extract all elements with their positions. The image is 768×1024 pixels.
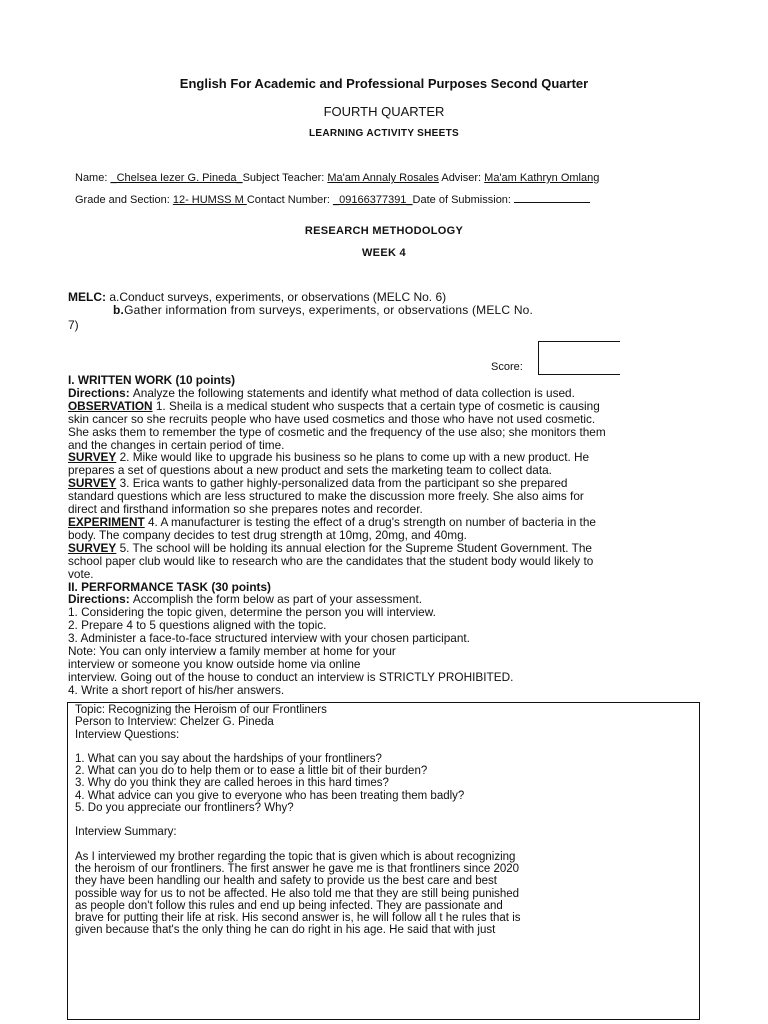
item-answer: EXPERIMENT: [68, 514, 145, 529]
item-line: vote.: [68, 566, 94, 581]
teacher-value: Ma'am Annaly Rosales: [327, 172, 439, 184]
date-label: Date of Submission:: [412, 194, 515, 206]
item-2: SURVEY 2. Mike would like to upgrade his business so he plans to come up with a new product. He: [68, 450, 590, 465]
interview-question: 1. What can you say about the hardships of your frontliners?: [75, 752, 382, 765]
interview-question: 2. What can you do to help them or to ease a little bit of their burden?: [75, 765, 428, 778]
adviser-label: Adviser:: [438, 172, 485, 184]
task-line: 4. Write a short report of his/her answers.: [68, 682, 285, 697]
quarter-heading: FOURTH QUARTER: [323, 104, 445, 119]
task-line: 1. Considering the topic given, determine the person you will interview.: [68, 605, 436, 620]
summary-line: As I interviewed my brother regarding the topic that is given which is about recognizing: [75, 850, 516, 863]
summary-line: they have been handling our health and safety to provide us the best care and best: [75, 875, 497, 888]
grade-label: Grade and Section:: [75, 194, 173, 206]
summary-line: as people don't follow this rules and end up being infected. They are passionate and: [75, 899, 503, 912]
week-label: WEEK 4: [362, 247, 406, 259]
written-directions: Analyze the following statements and identify what method of data collection is used.: [132, 385, 575, 400]
performance-task-heading: II. PERFORMANCE TASK (30 points): [68, 579, 271, 594]
item-line: and the changes in certain period of time.: [68, 437, 285, 452]
date-blank: [514, 192, 590, 203]
item-5: SURVEY 5. The school will be holding its annual election for the Supreme Student Government. The: [68, 540, 592, 555]
melc-a: [68, 290, 446, 304]
interview-topic: Topic: Recognizing the Heroism of our Frontliners: [75, 704, 327, 716]
task-line: 2. Prepare 4 to 5 questions aligned with the topic.: [68, 618, 327, 633]
melc-label: MELC:: [68, 290, 110, 304]
item-1: OBSERVATION 1. Sheila is a medical student who suspects that a certain type of cosmetic is causing: [68, 398, 600, 413]
name-value: _Chelsea Iezer G. Pineda_: [110, 172, 243, 184]
melc-b-marker: b.: [113, 303, 125, 317]
task-line: Note: You can only interview a family member at home for your: [68, 644, 396, 659]
item-line: standard questions which are less structured to make the discussion more freely. She also aims for: [68, 489, 584, 504]
summary-line: possible way for us to not be affected. He also told me that they are still being punished: [75, 887, 520, 900]
item-line: school paper club would like to research who are the candidates that the student body would likely to: [68, 553, 594, 568]
score-box: [538, 341, 620, 375]
interview-question: 5. Do you appreciate our frontliners? Why?: [75, 802, 294, 815]
adviser-value: Ma'am Kathryn Omlang: [484, 172, 600, 184]
written-work-heading: I. WRITTEN WORK (10 points): [68, 373, 236, 387]
task-line: 3. Administer a face-to-face structured interview with your chosen participant.: [68, 631, 470, 646]
task-line: interview. Going out of the house to conduct an interview is STRICTLY PROHIBITED.: [68, 669, 514, 684]
contact-value: _09166377391_: [333, 194, 413, 206]
item-answer: OBSERVATION: [68, 398, 153, 413]
item-line: body. The company decides to test drug strength at 10mg, 20mg, and 40mg.: [68, 527, 467, 542]
grade-value: 12- HUMSS M: [172, 194, 247, 206]
info-line-2: [75, 192, 590, 206]
task-line: interview or someone you know outside home via online: [68, 656, 361, 671]
summary-line: brave for putting their life at risk. His second answer is, he will follow all t he rules that is: [75, 912, 521, 925]
melc-a-marker: a.: [109, 290, 120, 304]
teacher-label: Subject Teacher:: [242, 172, 328, 184]
item-answer: SURVEY: [68, 476, 117, 491]
interview-questions-label: Interview Questions:: [75, 728, 180, 741]
melc-b: [113, 303, 533, 317]
summary-line: the heroism of our frontliners. The first answer he gave me is that frontliners since 2020: [75, 862, 520, 875]
name-label: Name:: [75, 172, 111, 184]
melc-b-continued: 7): [68, 318, 79, 332]
interview-person: Person to Interview: Chelzer G. Pineda: [75, 716, 274, 729]
item-4: EXPERIMENT 4. A manufacturer is testing the effect of a drug's strength on number of bacteria in the: [68, 514, 596, 529]
item-line: prepares a set of questions about a new product and sets the marketing team to collect data.: [68, 463, 552, 478]
item-answer: SURVEY: [68, 540, 117, 555]
performance-directions-label: Directions:: [68, 592, 133, 607]
interview-form-box: [67, 702, 700, 1020]
interview-question: 4. What advice can you give to everyone who has been treating them badly?: [75, 789, 465, 802]
item-3: SURVEY 3. Erica wants to gather highly-personalized data from the participant so she prepared: [68, 476, 568, 491]
info-line-1: [75, 172, 599, 184]
item-line: direct and firsthand information so she prepares notes and recorder.: [68, 502, 423, 517]
interview-question: 3. Why do you think they are called heroes in this hard times?: [75, 777, 389, 790]
interview-summary-label: Interview Summary:: [75, 826, 177, 839]
melc-b-text: Gather information from surveys, experiments, or observations (MELC No.: [124, 303, 534, 317]
section-title: RESEARCH METHODOLOGY: [304, 225, 464, 237]
written-work-section: [68, 374, 708, 697]
sheet-subtitle: LEARNING ACTIVITY SHEETS: [309, 128, 459, 139]
item-line: She asks them to remember the type of cosmetic and the frequency of the use also; she monitors them: [68, 424, 606, 439]
summary-line: given because that's the only thing he can do right in his age. He said that with just: [75, 924, 496, 937]
performance-directions: Accomplish the form below as part of your assessment.: [132, 592, 423, 607]
item-answer: SURVEY: [68, 450, 117, 465]
melc-a-text: Conduct surveys, experiments, or observations (MELC No. 6): [119, 290, 447, 304]
contact-label: Contact Number:: [246, 194, 334, 206]
document-title: English For Academic and Professional Purposes Second Quarter: [179, 76, 589, 91]
score-label: Score:: [491, 361, 523, 373]
written-directions-label: Directions:: [68, 385, 133, 400]
item-line: skin cancer so she recruits people who have used cosmetics and those who have not used cosmetic.: [68, 411, 596, 426]
